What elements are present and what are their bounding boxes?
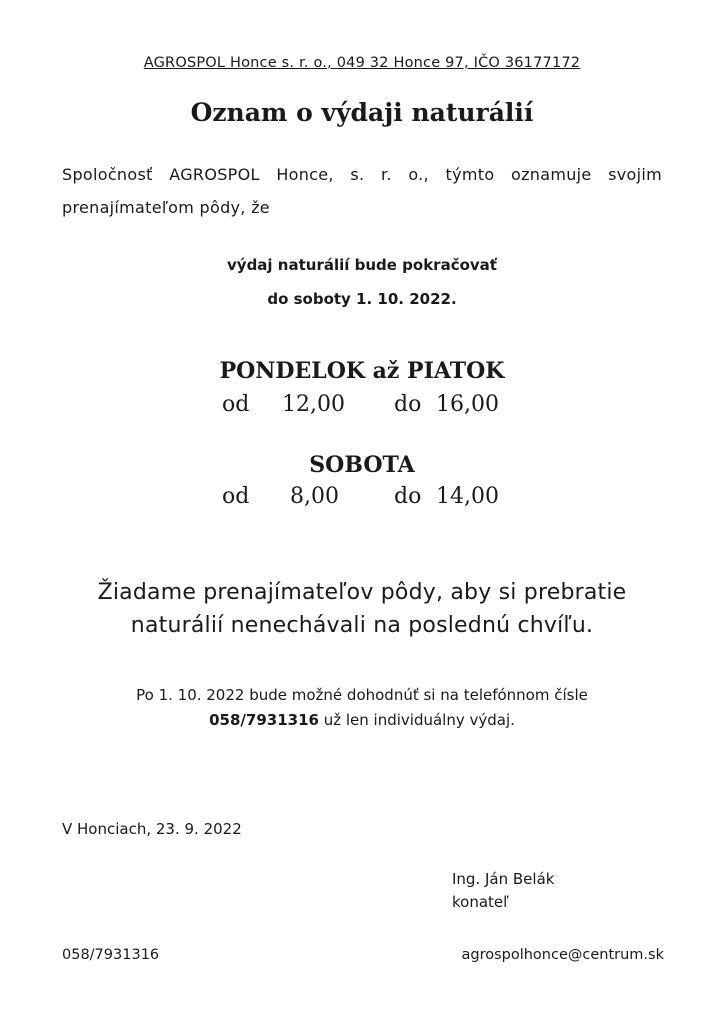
request-line-1: Žiadame prenajímateľov pôdy, aby si prebratie: [97, 580, 627, 605]
saturday-to-label: do: [394, 484, 422, 509]
saturday-to-time: 14,00: [436, 484, 499, 509]
footer-phone: 058/7931316: [62, 947, 160, 963]
notice-line-2-rest: už len individuálny výdaj.: [318, 711, 515, 729]
weekdays-to-time: 16,00: [436, 392, 499, 417]
footer-email: agrospolhonce@centrum.sk: [461, 947, 664, 963]
saturday-heading: SOBOTA: [309, 452, 415, 478]
intro-line-2: prenajímateľom pôdy, že: [62, 198, 270, 217]
company-header: AGROSPOL Honce s. r. o., 049 32 Honce 97, IČO 36177172: [143, 55, 581, 71]
weekdays-hours: [0, 392, 724, 422]
notice-phone: 058/7931316: [209, 711, 319, 729]
request-line-2: naturálií nenechávali na poslednú chvíľu.: [130, 613, 594, 638]
weekdays-heading: PONDELOK až PIATOK: [219, 358, 505, 384]
intro-paragraph: [62, 158, 662, 224]
document-title: Oznam o výdaji naturálií: [190, 98, 534, 127]
saturday-from-label: od: [222, 484, 250, 509]
signer-role: konateľ: [452, 893, 509, 911]
saturday-hours: [0, 484, 724, 514]
weekdays-from-time: 12,00: [282, 392, 345, 417]
announcement-line-2: do soboty 1. 10. 2022.: [267, 290, 457, 308]
place-and-date: V Honciach, 23. 9. 2022: [62, 820, 242, 838]
notice-line-2: [0, 708, 724, 733]
saturday-from-time: 8,00: [290, 484, 339, 509]
announcement-line-1: výdaj naturálií bude pokračovať: [227, 256, 497, 274]
weekdays-to-label: do: [394, 392, 422, 417]
intro-line-1: Spoločnosť AGROSPOL Honce, s. r. o., týmto oznamuje svojim: [62, 165, 662, 184]
signer-name: Ing. Ján Belák: [452, 870, 555, 888]
weekdays-from-label: od: [222, 392, 250, 417]
notice-line-1: Po 1. 10. 2022 bude možné dohodnúť si na telefónnom čísle: [136, 686, 588, 704]
